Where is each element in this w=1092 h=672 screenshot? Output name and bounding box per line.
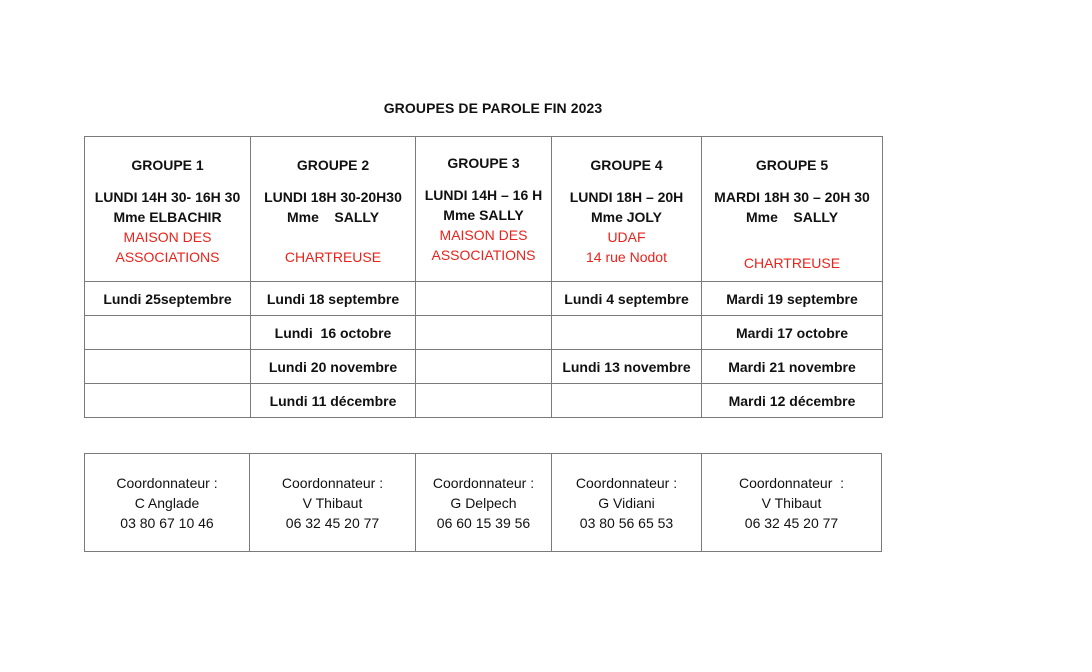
session-date [85,384,251,418]
coordinator-label: Coordonnateur : [281,474,384,491]
group-place-line1: UDAF [607,229,646,245]
coordinator-name: V Thibaut [302,494,363,511]
coordinator-phone: 03 80 67 10 46 [120,514,214,531]
session-date [416,384,552,418]
group-place-line2: CHARTREUSE [743,255,841,271]
group-1-header [85,137,251,282]
coordinator-phone: 06 32 45 20 77 [744,514,839,531]
coordinator-label: Coordonnateur : [432,474,535,491]
group-place-line1 [702,227,882,253]
coordinator-cell [702,454,882,552]
group-host: Mme SALLY [286,209,380,225]
group-place-line2: ASSOCIATIONS [431,247,536,263]
group-host: Mme ELBACHIR [113,209,222,225]
group-place-line2: CHARTREUSE [284,249,382,265]
session-date [416,282,552,316]
session-date [552,384,702,418]
group-host: Mme SALLY [745,209,839,225]
group-place-line2: ASSOCIATIONS [115,249,220,265]
coordinator-cell [416,454,552,552]
group-2-header [251,137,416,282]
group-place-line1: MAISON DES [439,227,528,243]
coordinator-name: G Vidiani [598,494,655,511]
group-time: LUNDI 18H – 20H [569,189,684,205]
group-name: GROUPE 2 [296,157,370,173]
group-host: Mme SALLY [443,207,524,223]
coordinator-phone: 03 80 56 65 53 [579,514,674,531]
session-date: Lundi 18 septembre [251,282,416,316]
session-date: Mardi 19 septembre [702,282,883,316]
session-row-3 [85,350,883,384]
group-name: GROUPE 1 [131,157,204,173]
coordinator-label: Coordonnateur : [116,474,218,491]
session-date: Lundi 4 septembre [552,282,702,316]
session-row-1 [85,282,883,316]
group-name: GROUPE 5 [755,157,829,173]
session-row-4 [85,384,883,418]
session-date: Lundi 25septembre [85,282,251,316]
coordinator-phone: 06 60 15 39 56 [436,514,531,531]
session-row-2 [85,316,883,350]
group-name: GROUPE 4 [590,157,663,173]
group-place-line1 [251,227,415,247]
session-date: Lundi 11 décembre [251,384,416,418]
group-3-header [416,137,552,282]
coordinator-cell [250,454,416,552]
group-header-row [85,137,883,282]
group-time: LUNDI 14H – 16 H [424,187,543,203]
session-date [85,350,251,384]
coordinator-cell [552,454,702,552]
group-4-header [552,137,702,282]
coordinator-label: Coordonnateur : [738,474,845,491]
group-5-header [702,137,883,282]
session-date [85,316,251,350]
group-time: MARDI 18H 30 – 20H 30 [714,189,870,205]
session-date: Lundi 13 novembre [552,350,702,384]
group-name: GROUPE 3 [447,155,520,171]
session-date [416,350,552,384]
group-place-line1: MAISON DES [123,229,212,245]
session-date: Mardi 17 octobre [702,316,883,350]
group-time: LUNDI 14H 30- 16H 30 [94,189,241,205]
session-date [552,316,702,350]
coordinator-name: V Thibaut [761,494,822,511]
session-date: Mardi 21 novembre [702,350,883,384]
coordinators-row [85,454,882,552]
coordinator-name: G Delpech [450,494,517,511]
coordinator-label: Coordonnateur : [575,474,678,491]
schedule-table [84,136,883,418]
group-time: LUNDI 18H 30-20H30 [264,189,402,205]
session-date: Mardi 12 décembre [702,384,883,418]
coordinators-table [84,453,882,552]
coordinator-cell [85,454,250,552]
session-date: Lundi 16 octobre [251,316,416,350]
session-date [416,316,552,350]
document-title: GROUPES DE PAROLE FIN 2023 [383,100,603,116]
group-place-line2: 14 rue Nodot [586,249,667,265]
coordinator-phone: 06 32 45 20 77 [285,514,380,531]
group-host: Mme JOLY [590,209,663,225]
session-date: Lundi 20 novembre [251,350,416,384]
coordinator-name: C Anglade [134,494,200,511]
